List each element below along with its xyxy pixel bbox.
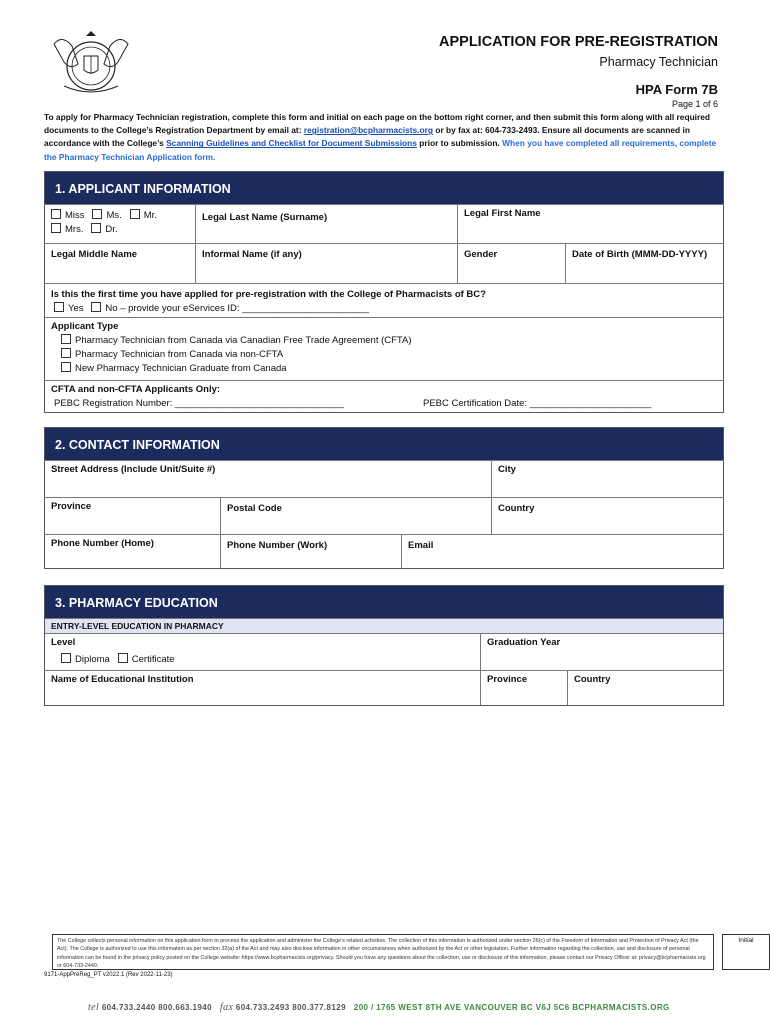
- graduation-year-field[interactable]: Graduation Year: [480, 634, 725, 670]
- cfta-label: CFTA and non-CFTA Applicants Only:: [51, 384, 221, 395]
- postal-code-field[interactable]: Postal Code: [220, 498, 491, 534]
- section-pharmacy-education: [44, 585, 724, 706]
- cfta-applicants-group: [45, 381, 723, 412]
- last-name-field[interactable]: Legal Last Name (Surname): [195, 205, 457, 243]
- education-country-field[interactable]: Country: [567, 671, 725, 705]
- section-1-header: 1. APPLICANT INFORMATION: [45, 172, 723, 204]
- checkbox-certificate[interactable]: [118, 653, 128, 663]
- checkbox-new-graduate[interactable]: [61, 362, 71, 372]
- email-field[interactable]: Email: [401, 535, 725, 568]
- tel-numbers: 604.733.2440 800.663.1940: [101, 1003, 212, 1012]
- form-id: HPA Form 7B: [635, 82, 718, 97]
- section-2-header: 2. CONTACT INFORMATION: [45, 428, 723, 460]
- phone-home-field[interactable]: Phone Number (Home): [51, 538, 154, 549]
- province-field[interactable]: Province: [51, 501, 92, 512]
- intro-closing: When you have completed all requirements, complete the Pharmacy Technician Application form.: [44, 138, 717, 162]
- first-time-question: [45, 284, 723, 317]
- label-miss: Miss: [65, 210, 85, 221]
- pebc-certification-date-field[interactable]: PEBC Certification Date: _______________________: [423, 398, 652, 409]
- street-address-field[interactable]: Street Address (Include Unit/Suite #): [51, 464, 216, 475]
- gender-field[interactable]: Gender: [457, 244, 565, 283]
- form-title: APPLICATION FOR PRE-REGISTRATION: [439, 34, 718, 50]
- intro-text-3: prior to submission.: [416, 138, 503, 149]
- applicant-type-label: Applicant Type: [51, 321, 119, 332]
- label-no-eservices-id: No – provide your eServices ID: ________________________: [105, 303, 369, 314]
- pebc-registration-number-field[interactable]: PEBC Registration Number: ________________________________: [54, 398, 344, 409]
- checkbox-dr[interactable]: [91, 223, 101, 233]
- label-certificate: Certificate: [131, 654, 175, 665]
- label-yes: Yes: [68, 303, 84, 314]
- label-cfta: Pharmacy Technician from Canada via Canadian Free Trade Agreement (CFTA): [75, 335, 412, 346]
- label-diploma: Diploma: [75, 654, 110, 665]
- first-name-field[interactable]: Legal First Name: [457, 205, 725, 243]
- checkbox-mrs[interactable]: [51, 223, 61, 233]
- institution-field[interactable]: Name of Educational Institution: [51, 674, 194, 685]
- intro-text-1: To apply for Pharmacy Technician registration, complete this form and initial on each page on the bottom right corner, and then submit this form along with all required documents to the College’s Registration Department by email at:: [44, 112, 711, 136]
- scanning-guidelines-link[interactable]: Scanning Guidelines and Checklist for Document Submissions: [166, 138, 417, 149]
- section-3-header: 3. PHARMACY EDUCATION: [45, 586, 723, 618]
- dob-field[interactable]: Date of Birth (MMM-DD-YYYY): [565, 244, 725, 283]
- checkbox-cfta[interactable]: [61, 334, 71, 344]
- college-crest-logo: [44, 30, 138, 96]
- country-field[interactable]: Country: [491, 498, 725, 534]
- first-time-question-text: Is this the first time you have applied for pre-registration with the College of Pharmacists of BC?: [51, 289, 486, 300]
- privacy-notice: The College collects personal information on this application form to process the application and administer the College’s related activities. The collection of this information is authorized under section 26(c) of the Freedom of Information and Protection of Privacy Act (the Act). The College is authorized to use this information as per section 32(a) of the Act and may also disclose information in other circumstances when authorized by the Act or other legislation. Further information regarding the collection, use and disclosure of personal information can be found in the privacy policy posted on the College website: https://www.bcpharmacists.org/privacy. Should you have any questions about the collection, use or disclosure of this information, please contact our Privacy Officer at: privacy@bcpharmacists.org or 604-733-2440.: [52, 934, 714, 970]
- intro-instructions: [44, 111, 724, 164]
- entry-level-subheading: ENTRY-LEVEL EDUCATION IN PHARMACY: [45, 618, 723, 633]
- fax-label: fax: [219, 1002, 234, 1013]
- checkbox-diploma[interactable]: [61, 653, 71, 663]
- document-reference: 9171-AppPreReg_PT v2022.1 (Rev 2022-11-23): [44, 972, 173, 978]
- education-level-group: [45, 634, 480, 670]
- checkbox-ms[interactable]: [92, 209, 102, 219]
- label-ms: Ms.: [106, 210, 122, 221]
- label-new-graduate: New Pharmacy Technician Graduate from Canada: [75, 363, 287, 374]
- section-applicant-information: [44, 171, 724, 413]
- checkbox-no[interactable]: [91, 302, 101, 312]
- label-mr: Mr.: [143, 210, 157, 221]
- level-label: Level: [51, 637, 76, 648]
- college-address: 200 / 1765 WEST 8TH AVE VANCOUVER BC V6J 5C6 BCPHARMACISTS.ORG: [353, 1003, 670, 1012]
- checkbox-non-cfta[interactable]: [61, 348, 71, 358]
- page-number: Page 1 of 6: [671, 99, 718, 109]
- tel-label: tel: [88, 1002, 100, 1013]
- registration-email-link[interactable]: registration@bcpharmacists.org: [303, 125, 433, 136]
- checkbox-mr[interactable]: [130, 209, 140, 219]
- label-mrs: Mrs.: [65, 224, 84, 235]
- section-contact-information: [44, 427, 724, 569]
- middle-name-field[interactable]: Legal Middle Name: [51, 249, 138, 260]
- education-province-field[interactable]: Province: [480, 671, 567, 705]
- intro-text-2: or by fax at: 604-733-2493. Ensure all documents are scanned in accordance with the College’s: [44, 125, 690, 149]
- city-field[interactable]: City: [491, 461, 725, 497]
- label-non-cfta: Pharmacy Technician from Canada via non-CFTA: [75, 349, 284, 360]
- form-subtitle: Pharmacy Technician: [599, 55, 718, 69]
- initial-box[interactable]: Initial: [722, 934, 770, 970]
- fax-numbers: 604.733.2493 800.377.8129: [235, 1003, 346, 1012]
- salutation-options: [45, 205, 195, 243]
- label-dr: Dr.: [105, 224, 118, 235]
- checkbox-miss[interactable]: [51, 209, 61, 219]
- contact-footer: [88, 1002, 670, 1013]
- applicant-type-group: [45, 318, 723, 380]
- checkbox-yes[interactable]: [54, 302, 64, 312]
- informal-name-field[interactable]: Informal Name (if any): [195, 244, 457, 283]
- phone-work-field[interactable]: Phone Number (Work): [220, 535, 401, 568]
